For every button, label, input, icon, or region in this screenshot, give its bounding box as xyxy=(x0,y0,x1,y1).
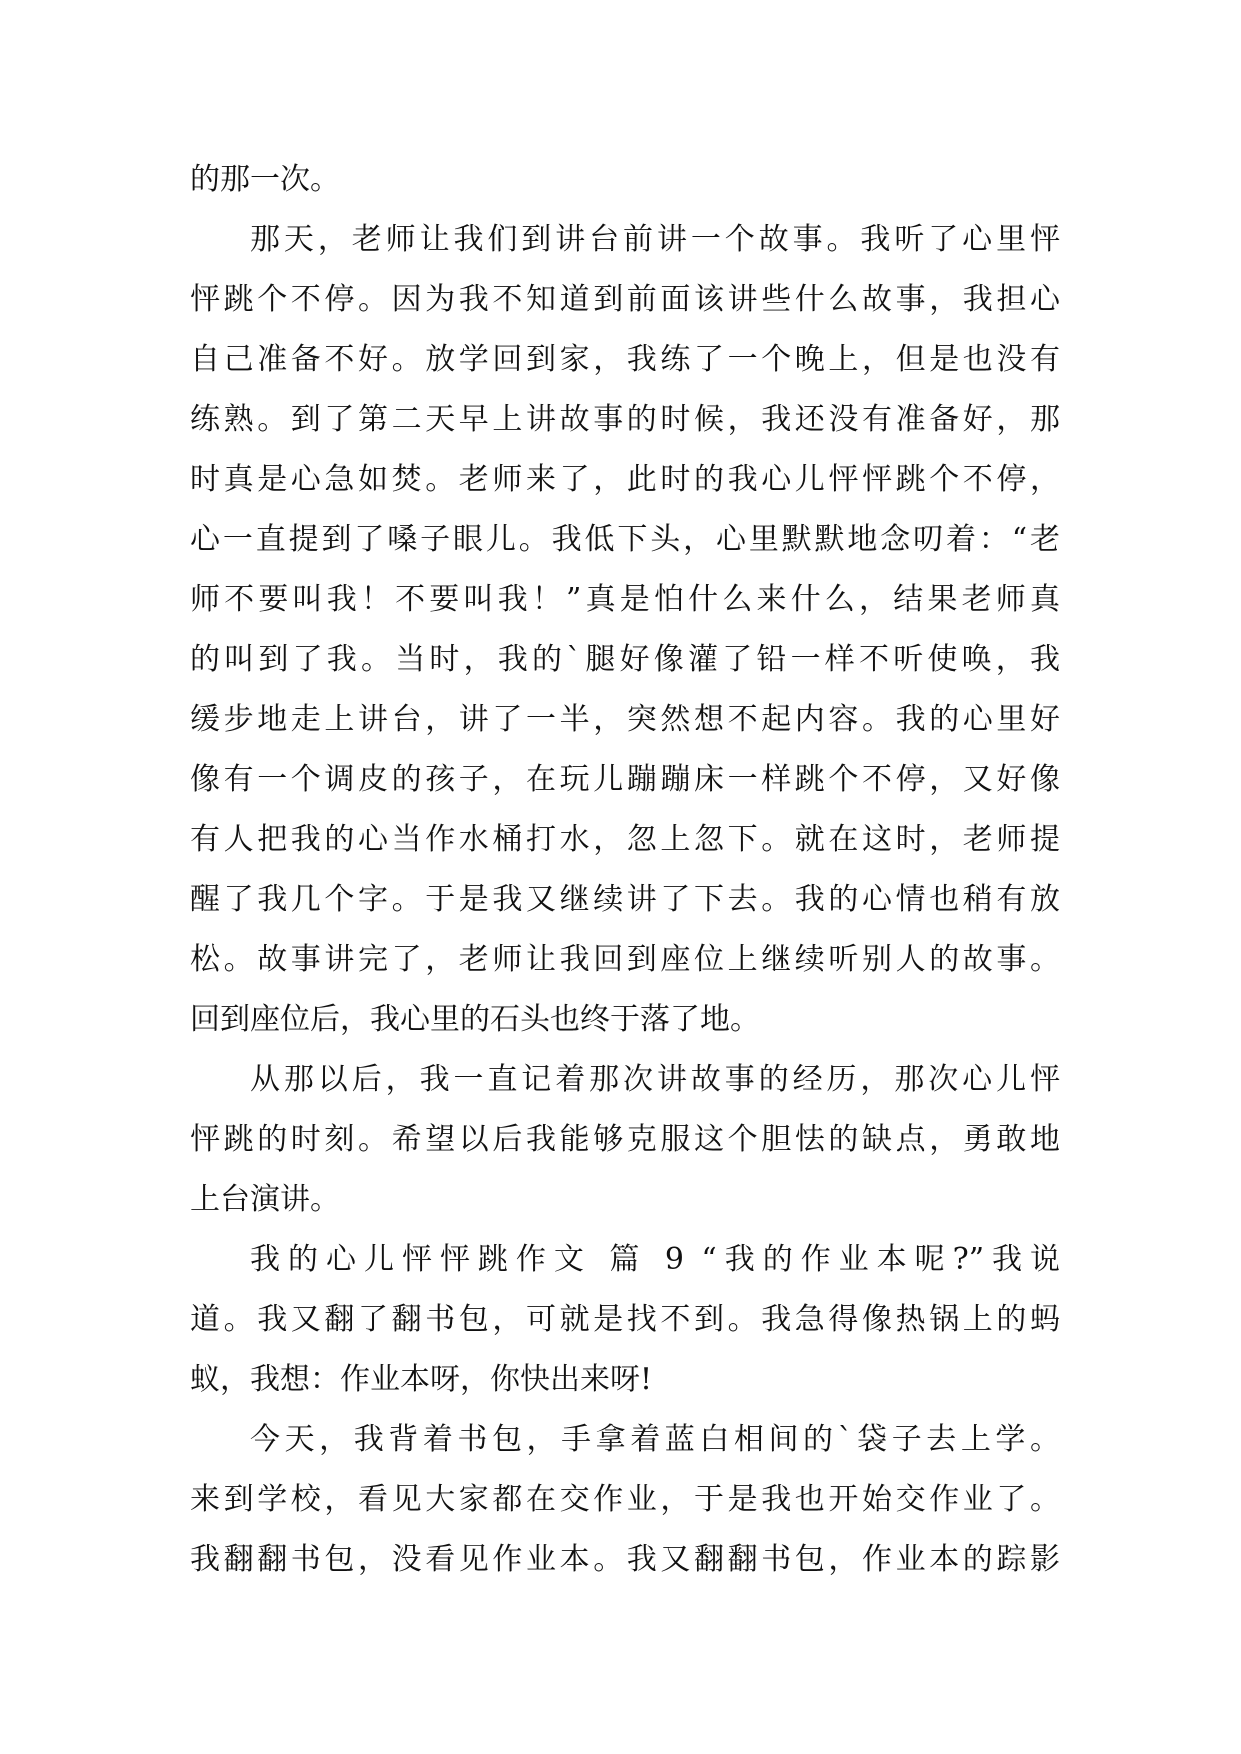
text-line: 怦跳的时刻。希望以后我能够克服这个胆怯的缺点，勇敢地 xyxy=(190,1122,1060,1157)
text-line: 上台演讲。 xyxy=(190,1182,340,1217)
text-line: 缓步地走上讲台，讲了一半，突然想不起内容。我的心里好 xyxy=(190,702,1060,737)
text-line: 有人把我的心当作水桶打水，忽上忽下。就在这时，老师提 xyxy=(190,822,1060,857)
text-line: 师不要叫我！不要叫我！”真是怕什么来什么，结果老师真 xyxy=(190,582,1060,617)
text-line: 蚁，我想：作业本呀，你快出来呀! xyxy=(190,1362,653,1397)
text-line: 像有一个调皮的孩子，在玩儿蹦蹦床一样跳个不停，又好像 xyxy=(190,762,1060,797)
text-line: 那天，老师让我们到讲台前讲一个故事。我听了心里怦 xyxy=(250,222,1060,257)
text-line: 自己准备不好。放学回到家，我练了一个晚上，但是也没有 xyxy=(190,342,1060,377)
text-line: 从那以后，我一直记着那次讲故事的经历，那次心儿怦 xyxy=(250,1062,1060,1097)
text-line: 练熟。到了第二天早上讲故事的时候，我还没有准备好，那 xyxy=(190,402,1060,437)
section-heading-line: 我的心儿怦怦跳作文 篇 9 “我的作业本呢?”我说 xyxy=(250,1242,1060,1277)
text-line: 怦跳个不停。因为我不知道到前面该讲些什么故事，我担心 xyxy=(190,282,1060,317)
text-line: 松。故事讲完了，老师让我回到座位上继续听别人的故事。 xyxy=(190,942,1060,977)
text-line: 时真是心急如焚。老师来了，此时的我心儿怦怦跳个不停， xyxy=(190,462,1060,497)
text-line: 心一直提到了嗓子眼儿。我低下头，心里默默地念叨着：“老 xyxy=(190,522,1060,557)
text-line: 道。我又翻了翻书包，可就是找不到。我急得像热锅上的蚂 xyxy=(190,1302,1060,1337)
text-line: 的那一次。 xyxy=(190,162,340,197)
text-line: 回到座位后，我心里的石头也终于落了地。 xyxy=(190,1002,760,1037)
text-line: 醒了我几个字。于是我又继续讲了下去。我的心情也稍有放 xyxy=(190,882,1060,917)
text-line: 来到学校，看见大家都在交作业，于是我也开始交作业了。 xyxy=(190,1482,1060,1517)
text-line: 我翻翻书包，没看见作业本。我又翻翻书包，作业本的踪影 xyxy=(190,1542,1060,1577)
text-line: 的叫到了我。当时，我的`腿好像灌了铅一样不听使唤，我 xyxy=(190,642,1060,677)
text-line: 今天，我背着书包，手拿着蓝白相间的`袋子去上学。 xyxy=(250,1422,1060,1457)
essay-body xyxy=(190,150,1060,1590)
